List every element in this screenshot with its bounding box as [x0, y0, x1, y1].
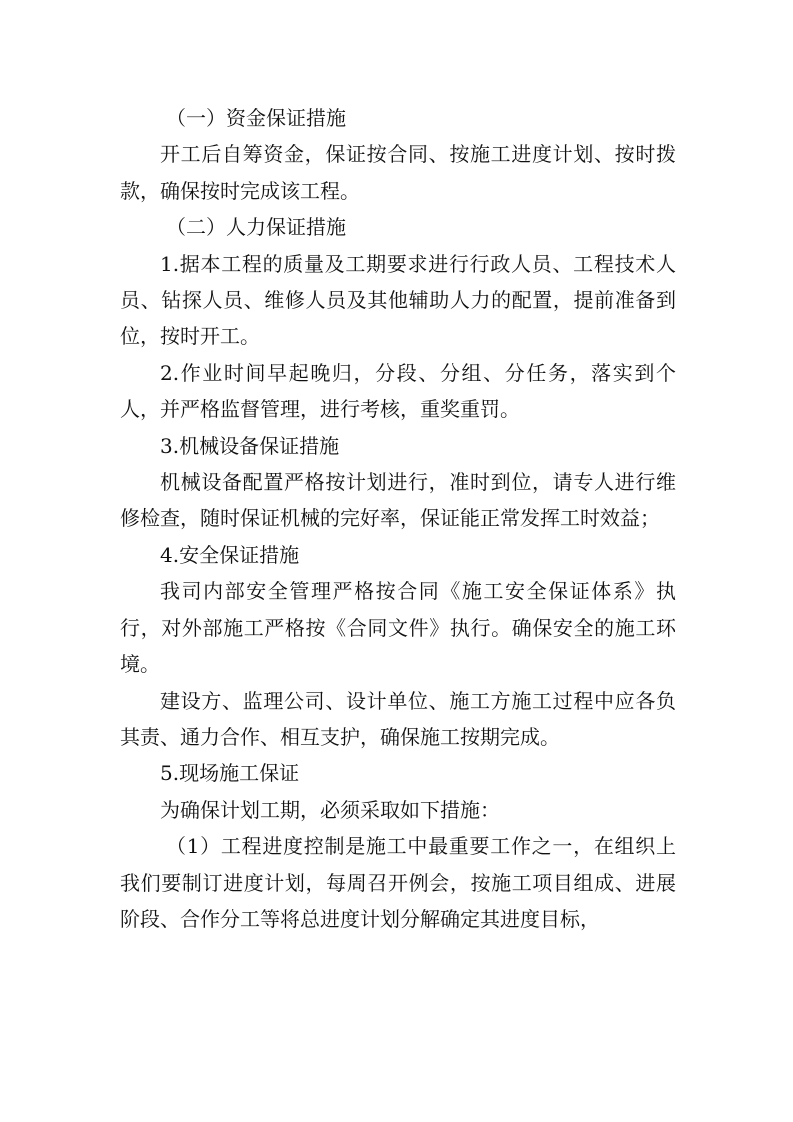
subheading-machinery: 3.机械设备保证措施 [160, 433, 340, 458]
paragraph-safety-2: 建设方、监理公司、设计单位、施工方施工过程中应各负其责、通力合作、相互支护，确保施工按期完成。 [120, 688, 676, 749]
paragraph-site-item-1: （1）工程进度控制是施工中最重要工作之一，在组织上我们要制订进度计划，每周召开例会，按施工项目组成、进展阶段、合作分工等将总进度计划分解确定其进度目标， [120, 834, 676, 931]
paragraph-site-intro: 为确保计划工期，必须采取如下措施： [160, 797, 500, 822]
document-body [120, 100, 676, 937]
section-heading-funding: （一）资金保证措施 [166, 106, 346, 130]
subheading-safety: 4.安全保证措施 [160, 542, 300, 567]
paragraph-funding: 开工后自筹资金，保证按合同、按施工进度计划、按时拨款，确保按时完成该工程。 [120, 142, 676, 203]
section-heading-manpower: （二）人力保证措施 [166, 215, 346, 240]
paragraph-safety-1: 我司内部安全管理严格按合同《施工安全保证体系》执行，对外部施工严格按《合同文件》执行。确保安全的施工环境。 [120, 579, 676, 677]
paragraph-machinery: 机械设备配置严格按计划进行，准时到位，请专人进行维修检查，随时保证机械的完好率，保证能正常发挥工时效益； [120, 470, 676, 531]
paragraph-manpower-1: 1.据本工程的质量及工期要求进行行政人员、工程技术人员、钻探人员、维修人员及其他辅助人力的配置，提前准备到位，按时开工。 [120, 251, 676, 349]
subheading-site: 5.现场施工保证 [160, 761, 300, 786]
paragraph-manpower-2: 2.作业时间早起晚归，分段、分组、分任务，落实到个人，并严格监督管理，进行考核，重奖重罚。 [120, 360, 676, 422]
